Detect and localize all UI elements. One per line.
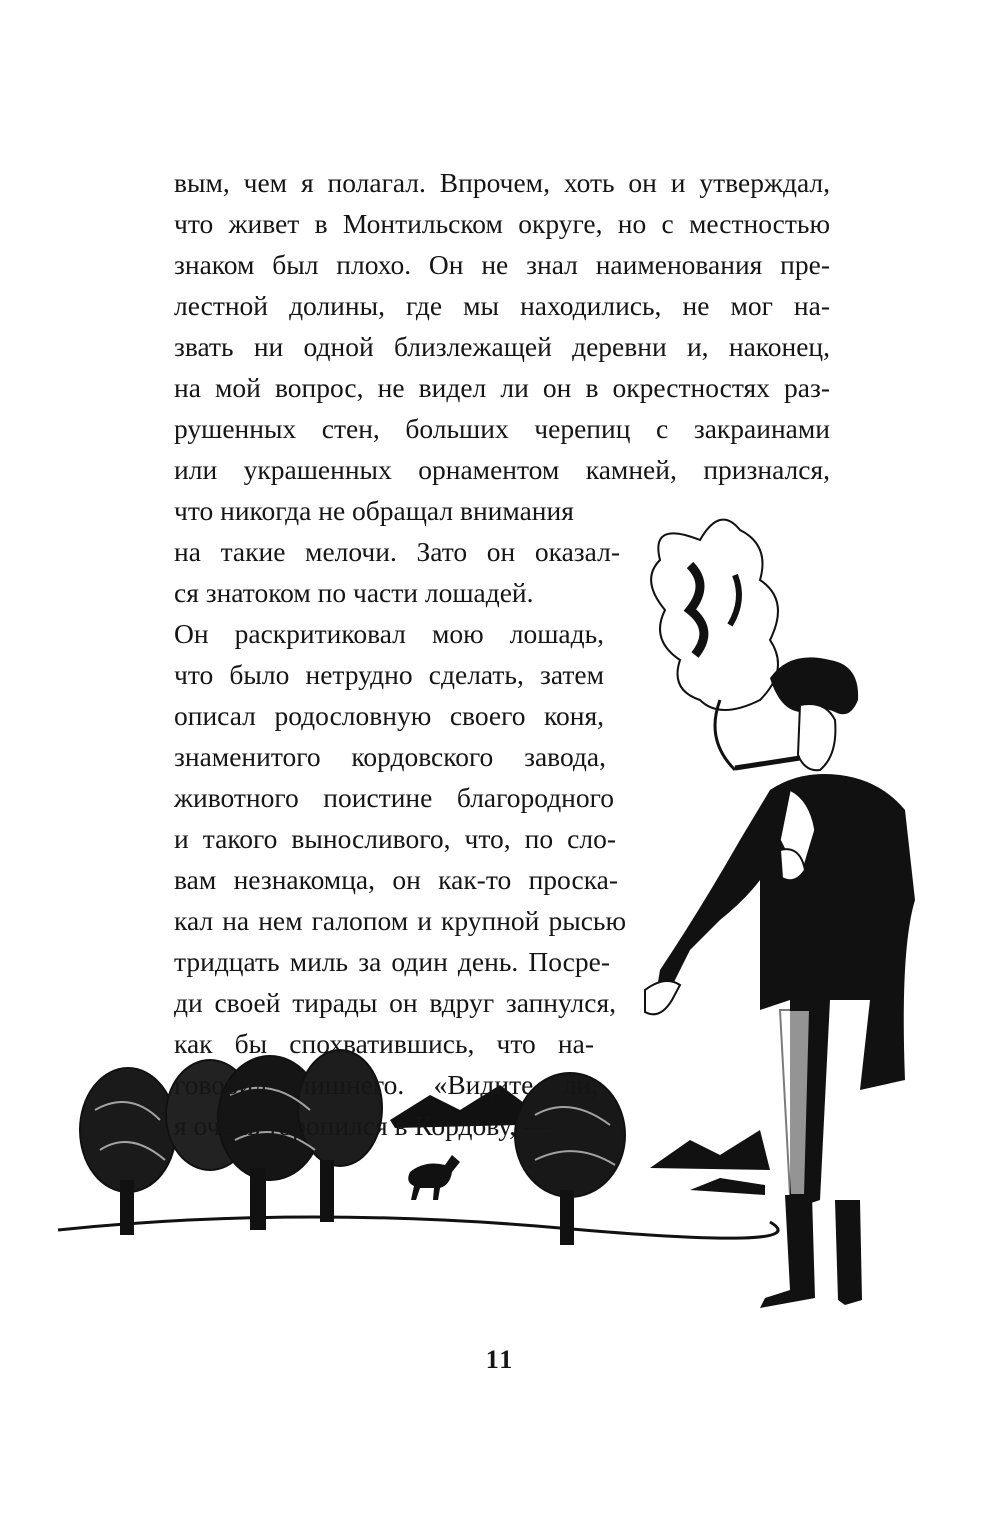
man-figure	[645, 657, 915, 1308]
text-line: знаменитого кордовского завода,	[174, 741, 606, 772]
text-line: и такого выносливого, что, по сло-	[174, 823, 616, 854]
text-line: вым, чем я полагал. Впрочем, хоть он и утверждал,	[174, 167, 830, 198]
mountain-far	[690, 1178, 765, 1195]
text-line: звать ни одной близлежащей деревни и, наконец,	[174, 331, 830, 362]
text-line: я очень торопился в Кордову, —	[174, 1110, 551, 1141]
text-line: на мой вопрос, не видел ли он в окрестностях раз-	[174, 372, 830, 403]
text-line: вам незнакомца, он как-то проска-	[174, 864, 618, 895]
cigar	[735, 758, 800, 768]
mountain-right	[650, 1130, 770, 1170]
text-line: что живет в Монтильском округе, но с местностью	[174, 208, 830, 239]
text-line: тридцать миль за один день. Посре-	[174, 946, 610, 977]
horse-silhouette	[408, 1155, 460, 1200]
page-number: 11	[485, 1345, 515, 1374]
text-line: что никогда не обращал внимания	[174, 495, 574, 526]
tree-1	[80, 1068, 176, 1192]
text-line: знаком был плохо. Он не знал наименования пре-	[174, 249, 830, 280]
text-line: кал на нем галопом и крупной рысью	[174, 905, 626, 936]
text-line: описал родословную своего коня,	[174, 700, 604, 731]
text-line: животного поистине благородного	[174, 782, 614, 813]
text-line: говорил лишнего. «Видите ли,	[174, 1069, 598, 1100]
text-line: лестной долины, где мы находились, не мог на-	[174, 290, 830, 321]
ground-line	[58, 1217, 778, 1238]
text-line: ди своей тирады он вдруг запнулся,	[174, 987, 616, 1018]
text-line: ся знатоком по части лошадей.	[174, 577, 534, 608]
text-line: что было нетрудно сделать, затем	[174, 659, 604, 690]
text-line: или украшенных орнаментом камней, признался,	[174, 454, 830, 485]
smoke-plume	[651, 520, 778, 770]
text-line: рушенных стен, больших черепиц с закраинами	[174, 413, 830, 444]
text-line: Он раскритиковал мою лошадь,	[174, 618, 604, 649]
text-line: как бы спохватившись, что на-	[174, 1028, 594, 1059]
text-line: на такие мелочи. Зато он оказал-	[174, 536, 620, 567]
